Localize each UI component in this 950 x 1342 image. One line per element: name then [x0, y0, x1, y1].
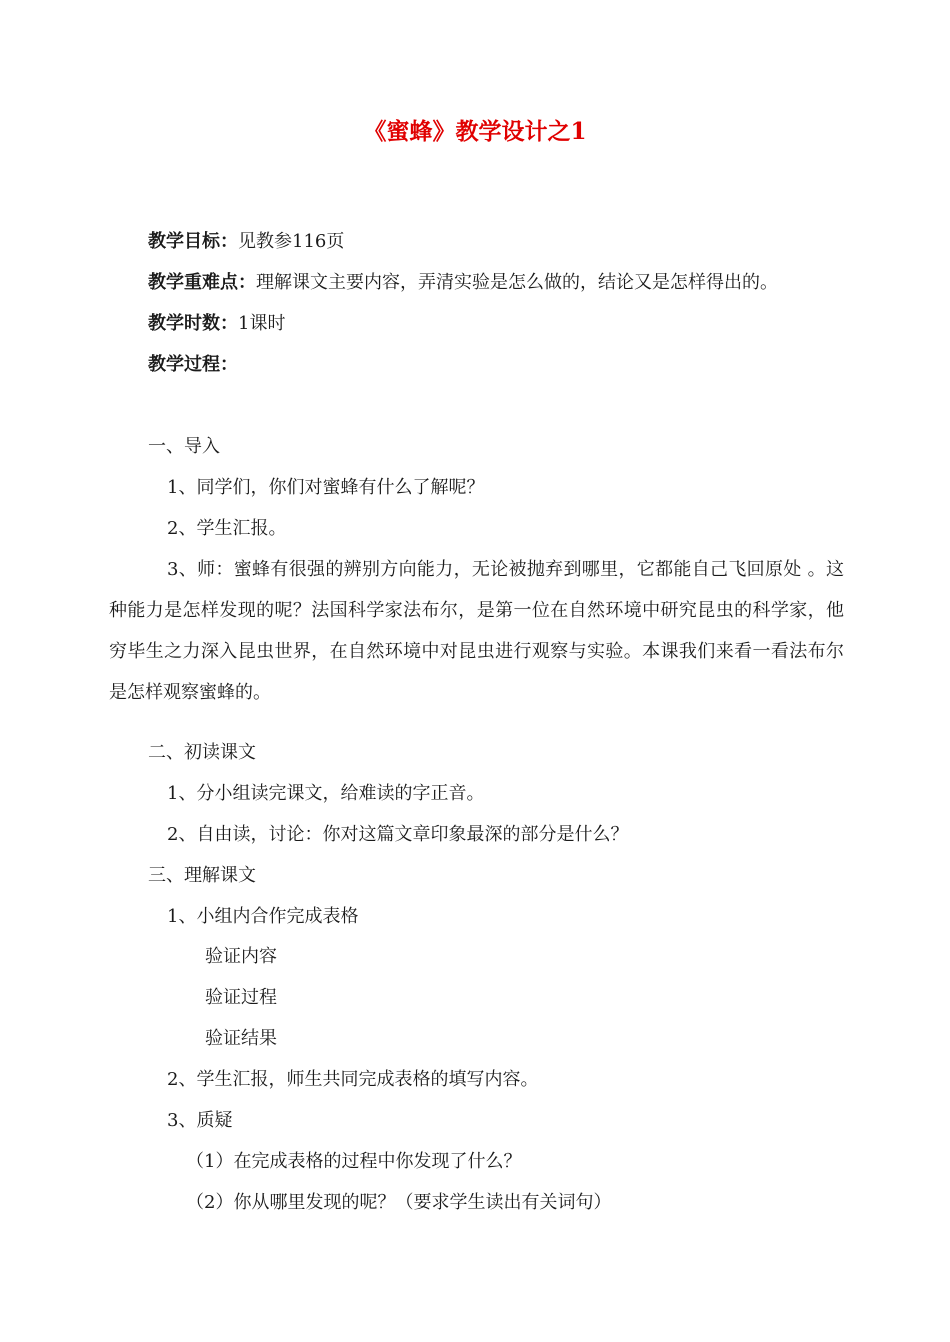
section-2-item-2: 2、自由读，讨论：你对这篇文章印象最深的部分是什么？ [167, 824, 629, 845]
teaching-hours-label: 教学时数： [148, 313, 238, 334]
section-2-item-1: 1、分小组读完课文，给难读的字正音。 [167, 783, 485, 804]
key-points-label: 教学重难点： [148, 272, 256, 293]
section-3-title: 三、理解课文 [148, 865, 256, 886]
section-1-item-2: 2、学生汇报。 [167, 518, 287, 539]
section-3-item-2: 2、学生汇报，师生共同完成表格的填写内容。 [167, 1069, 539, 1090]
page-title: 《蜜蜂》教学设计之1 [363, 118, 587, 145]
teaching-goal-label: 教学目标： [148, 231, 238, 252]
key-points-value: 理解课文主要内容，弄清实验是怎么做的，结论又是怎样得出的。 [256, 272, 778, 293]
teaching-hours-line [148, 311, 285, 337]
table-row-label-content: 验证内容 [205, 946, 277, 967]
teaching-goal-line [148, 229, 344, 255]
section-2-title: 二、初读课文 [148, 742, 256, 763]
table-row-label-process: 验证过程 [205, 987, 277, 1008]
section-1-title: 一、导入 [148, 436, 220, 457]
teaching-hours-value: 1课时 [238, 313, 286, 334]
section-3-item-1: 1、小组内合作完成表格 [167, 906, 359, 927]
teaching-goal-value: 见教参116页 [238, 231, 345, 252]
key-points-line [148, 270, 778, 296]
section-1-item-1: 1、同学们，你们对蜜蜂有什么了解呢？ [167, 477, 485, 498]
teaching-process-label: 教学过程： [148, 354, 238, 375]
table-row-label-result: 验证结果 [205, 1028, 277, 1049]
question-2: （2）你从哪里发现的呢？（要求学生读出有关词句） [186, 1192, 612, 1213]
section-3-item-3: 3、质疑 [167, 1110, 233, 1131]
section-1-item-3: 3、师：蜜蜂有很强的辨别方向能力，无论被抛弃到哪里，它都能自己飞回原处 。这种能力是怎样发现的呢？法国科学家法布尔，是第一位在自然环境中研究昆虫的科学家，他穷毕生之力深入昆虫世界，在自然环境中对昆虫进行观察与实验。本课我们来看一看法布尔是怎样观察蜜蜂的。 [109, 559, 844, 703]
question-1: （1）在完成表格的过程中你发现了什么？ [186, 1151, 522, 1172]
